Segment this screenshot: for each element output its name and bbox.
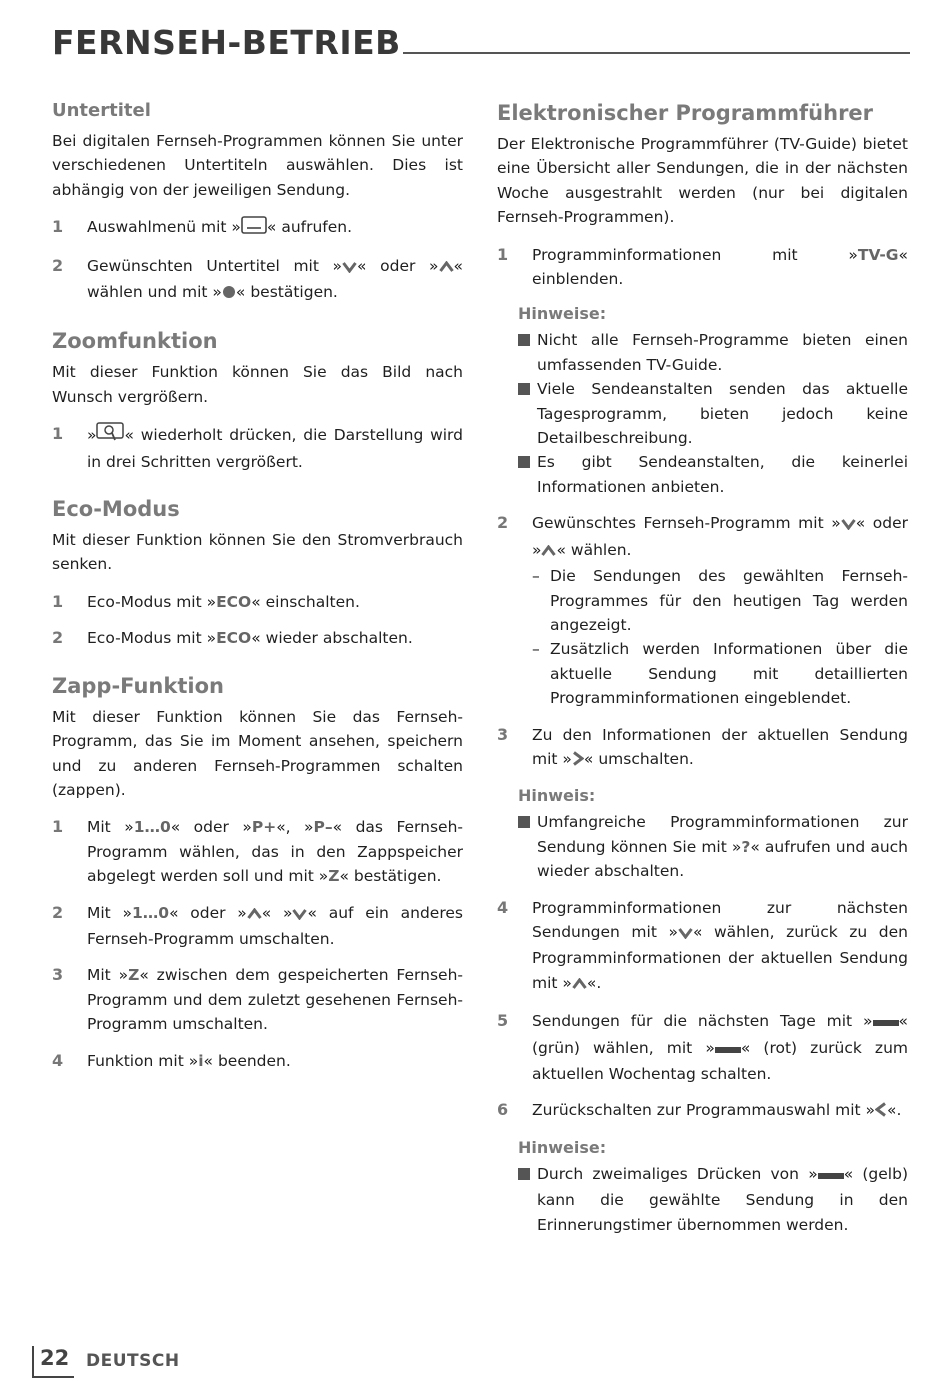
- language-label: DEUTSCH: [86, 1351, 180, 1371]
- page-header: [52, 22, 910, 68]
- chevron-down-icon: [292, 903, 307, 927]
- eco-key: ECO: [216, 592, 252, 611]
- zoom-intro: Mit dieser Funktion können Sie das Bild nach Wunsch vergrößern.: [52, 363, 463, 406]
- left-column: [52, 100, 463, 1095]
- chevron-down-icon: [841, 513, 856, 537]
- footer-bar: [32, 1346, 34, 1376]
- ok-dot-icon: [222, 282, 236, 306]
- notes-heading: Hinweise:: [518, 1137, 607, 1157]
- zapp-key: Z: [328, 867, 340, 886]
- step-number: 4: [497, 897, 509, 917]
- step-text: Mit »Z« zwischen dem gespeicherten Fernseh-Programm und dem zuletzt gesehenen Fernseh-Programm umschalten.: [87, 966, 463, 1034]
- section-zoom: [52, 328, 463, 474]
- step-number: 2: [52, 628, 64, 648]
- step-text: Programminformationen mit »TV-G« einblenden.: [532, 245, 908, 289]
- zapp-intro: Mit dieser Funktion können Sie das Fernseh-Programm, das Sie im Moment ansehen, speichern und zu anderen Fernseh-Programmen schalten (zappen).: [52, 707, 463, 799]
- step-number: 4: [52, 1050, 64, 1070]
- step-text: Mit »1…0« oder » « » « auf ein anderes Fernseh-Programm umschalten.: [87, 903, 463, 948]
- program-up-key: P+: [251, 818, 277, 837]
- step-text: Programminformationen zur nächsten Sendungen mit » « wählen, zurück zu den Programminformationen der aktuellen Sendung mit » «.: [532, 896, 908, 998]
- step-text: Zurückschalten zur Programmauswahl mit » «.: [532, 1098, 908, 1124]
- tv-guide-key: TV-G: [857, 245, 899, 264]
- chevron-up-icon: [439, 256, 454, 280]
- red-button-icon: [715, 1038, 741, 1062]
- step-text: Gewünschtes Fernseh-Programm mit » « oder » « wählen. – Die Sendungen des gewählten Fernseh-Programmes für den heutigen Tag werden angezeigt. – Zusätzlich werden Informationen über die aktuelle Sendung mit detaillierten Programminformationen eingeblendet.: [532, 511, 908, 710]
- step-number: 2: [52, 902, 64, 922]
- list-item: Durch zweimaliges Drücken von » « (gelb) kann die gewählte Sendung in den Erinnerungstimer übernommen werden.: [518, 1162, 908, 1237]
- zapp-heading: Zapp-Funktion: [52, 673, 224, 698]
- program-down-key: P–: [313, 818, 333, 837]
- notes-list: [497, 1162, 908, 1237]
- subtitles-heading: Untertitel: [52, 100, 151, 121]
- footer-rule: [32, 1376, 74, 1378]
- chevron-up-icon: [572, 973, 587, 997]
- notes-heading: Hinweis:: [518, 786, 596, 806]
- step: [52, 626, 463, 650]
- step-number: 3: [52, 965, 64, 985]
- step-text: Funktion mit »i« beenden.: [87, 1051, 291, 1070]
- step: [497, 1098, 908, 1124]
- step: [497, 243, 908, 292]
- section-subtitles: [52, 100, 463, 306]
- step: [52, 254, 463, 307]
- page-footer: [32, 1344, 272, 1378]
- eco-intro: Mit dieser Funktion können Sie den Stromverbrauch senken.: [52, 531, 463, 574]
- page-title: FERNSEH-BETRIEB: [52, 23, 401, 62]
- dash-item: – Die Sendungen des gewählten Fernseh-Programmes für den heutigen Tag werden angezeigt.: [532, 567, 908, 634]
- step-number: 3: [497, 724, 509, 744]
- step-number: 2: [497, 513, 509, 533]
- eco-key: ECO: [216, 629, 252, 648]
- epg-heading: Elektronischer Programmführer: [497, 101, 874, 125]
- step: [52, 815, 463, 888]
- zoom-heading: Zoomfunktion: [52, 329, 218, 354]
- chevron-left-icon: [875, 1100, 887, 1124]
- step: [52, 901, 463, 952]
- step: [52, 1049, 463, 1073]
- help-key: ?: [741, 837, 751, 856]
- list-item: Umfangreiche Programminformationen zur Sendung können Sie mit »?« aufrufen und auch wieder abschalten.: [518, 810, 908, 883]
- section-eco: [52, 496, 463, 651]
- step-number: 1: [52, 424, 64, 444]
- chevron-down-icon: [342, 256, 357, 280]
- step-number: 2: [52, 255, 64, 275]
- step-number: 6: [497, 1100, 509, 1120]
- right-column: [497, 100, 908, 1249]
- step-text: Gewünschten Untertitel mit » « oder » « wählen und mit » « bestätigen.: [87, 254, 463, 307]
- list-item: Viele Sendeanstalten senden das aktuelle Tagesprogramm, bieten jedoch keine Detailbeschreibung.: [518, 377, 908, 450]
- page-number: 22: [40, 1346, 70, 1370]
- chevron-up-icon: [541, 540, 556, 564]
- green-button-icon: [873, 1011, 899, 1035]
- step-number: 1: [497, 244, 509, 264]
- step-text: Eco-Modus mit »ECO« einschalten.: [87, 592, 360, 611]
- square-bullet-icon: [518, 1168, 530, 1180]
- digit-keys: 1…0: [133, 818, 171, 837]
- step-text: Zu den Informationen der aktuellen Sendung mit » « umschalten.: [532, 723, 908, 774]
- zapp-key: Z: [128, 966, 140, 985]
- step-number: 1: [52, 817, 64, 837]
- dash-item: – Zusätzlich werden Informationen über die aktuelle Sendung mit detaillierten Programminformationen eingeblendet.: [532, 640, 908, 708]
- step-text: Eco-Modus mit »ECO« wieder abschalten.: [87, 629, 413, 648]
- subtitle-button-icon: [241, 216, 267, 241]
- list-item: Nicht alle Fernseh-Programme bieten einen umfassenden TV-Guide.: [518, 328, 908, 377]
- chevron-right-icon: [572, 749, 584, 773]
- square-bullet-icon: [518, 334, 530, 346]
- step: [497, 723, 908, 774]
- step-text: Sendungen für die nächsten Tage mit » « (grün) wählen, mit » « (rot) zurück zum aktuellen Wochentag schalten.: [532, 1012, 908, 1083]
- step: [52, 215, 463, 241]
- notes-list: [497, 810, 908, 883]
- square-bullet-icon: [518, 456, 530, 468]
- epg-intro: Der Elektronische Programmführer (TV-Guide) bietet eine Übersicht aller Sendungen, die in der nächsten Woche ausgestrahlt werden (nur bei digitalen Fernseh-Programmen).: [497, 135, 908, 227]
- square-bullet-icon: [518, 383, 530, 395]
- info-key: i: [198, 1051, 204, 1070]
- section-zapp: [52, 673, 463, 1073]
- step: [497, 1009, 908, 1086]
- step: [497, 511, 908, 710]
- notes-list: [497, 328, 908, 499]
- yellow-button-icon: [818, 1164, 844, 1188]
- chevron-down-icon: [678, 922, 693, 946]
- zoom-button-icon: [96, 422, 124, 449]
- step-text: Mit »1…0« oder »P+«, »P–« das Fernseh-Programm wählen, das in den Zappspeicher abgelegt werden soll und mit »Z« bestätigen.: [87, 818, 463, 886]
- eco-heading: Eco-Modus: [52, 497, 180, 522]
- step: [52, 422, 463, 474]
- step: [52, 963, 463, 1036]
- square-bullet-icon: [518, 816, 530, 828]
- step: [497, 896, 908, 998]
- step-text: Auswahlmenü mit » « aufrufen.: [87, 215, 463, 241]
- list-item: Es gibt Sendeanstalten, die keinerlei Informationen anbieten.: [518, 450, 908, 499]
- step-text: » « wiederholt drücken, die Darstellung wird in drei Schritten vergrößert.: [87, 422, 463, 474]
- digit-keys: 1…0: [131, 903, 170, 922]
- notes-heading: Hinweise:: [518, 304, 607, 324]
- step-number: 5: [497, 1011, 509, 1031]
- step-number: 1: [52, 217, 64, 237]
- chevron-up-icon: [247, 903, 262, 927]
- subtitles-intro: Bei digitalen Fernseh-Programmen können Sie unter verschiedenen Untertiteln auswählen. Dies ist abhängig von der jeweiligen Sendung.: [52, 132, 463, 199]
- step: [52, 590, 463, 614]
- step-number: 1: [52, 591, 64, 611]
